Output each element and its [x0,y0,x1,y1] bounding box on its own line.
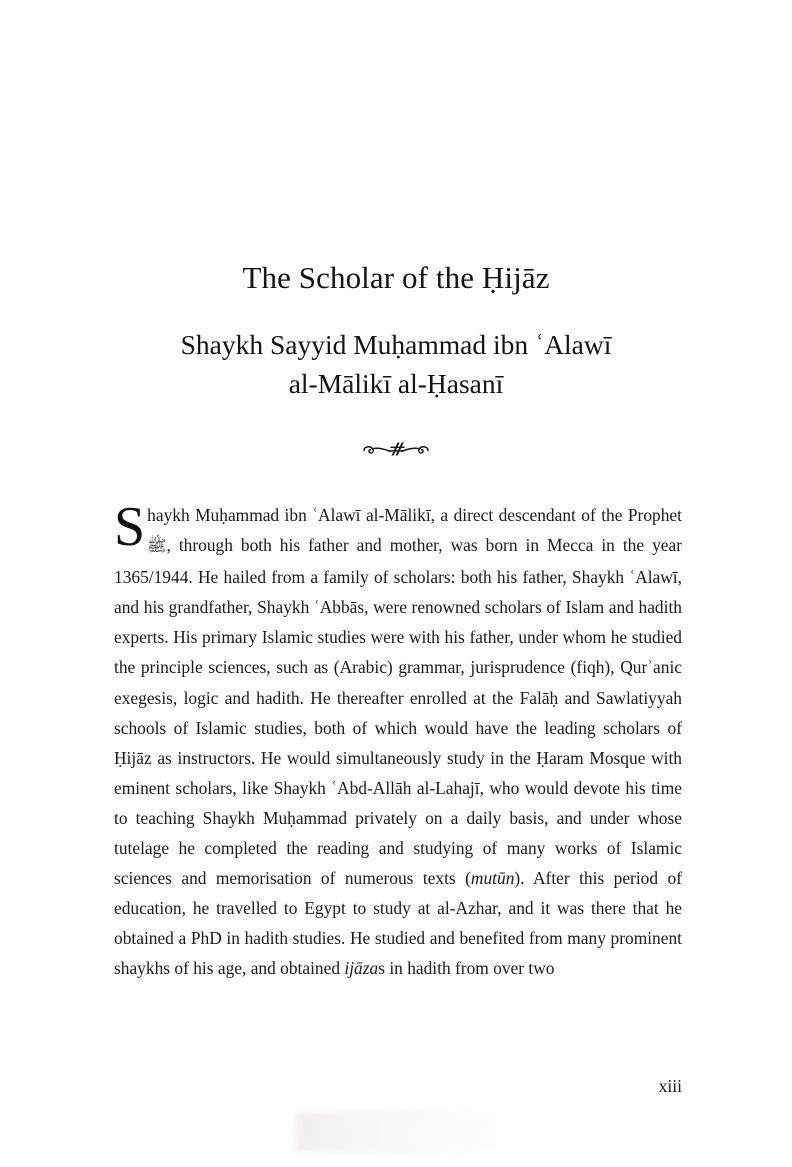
chapter-subtitle-line-2: al-Mālikī al-Ḥasanī [288,367,504,399]
salla-allahu-alayhi-wasallam-glyph: ﷺ [147,538,167,556]
transliterated-term: ijāza [344,958,379,979]
page-number: xiii [658,1076,682,1096]
chapter-subtitle [96,298,696,403]
body-paragraph: Shaykh Muḥammad ibn ʿAlawī al-Mālikī, a direct descendant of the Prophet ﷺ, through both his father and mother, was born in Mecca in the year 1365/1944. He hailed from a family of scholars: both his father, Shaykh ʿAlawī, and his grandfather, Shaykh ʿAbbās, were renowned scholars of Islam and hadith experts. His primary Islamic studies were with his father, under whom he studied the principle sciences, such as (Arabic) grammar, jurisprudence (fiqh), Qurʾanic exegesis, logic and hadith. He thereafter enrolled at the Falāḥ and Sawlatiyyah schools of Islamic studies, both of which would have the leading scholars of Ḥijāz as instructors. He would simultaneously study in the Ḥaram Mosque with eminent scholars, like Shaykh ʿAbd-Allāh al-Lahajī, who would devote his time to teaching Shaykh Muḥammad privately on a daily basis, and under whose tutelage he completed the reading and studying of many works of Islamic sciences and memorisation of numerous texts (mutūn). After this period of education, he travelled to Egypt to study at al-Azhar, and it was there that he obtained a PhD in hadith studies. He studied and benefited from many prominent shaykhs of his age, and obtained ijāzas in hadith from over two [114,496,682,979]
ornament-divider [0,437,792,463]
chapter-heading-block [96,258,696,403]
page-title: The Scholar of the Ḥijāz [242,260,550,295]
chapter-subtitle-line-1: Shaykh Sayyid Muḥammad ibn ʿAlawī [180,328,612,360]
transliterated-term: mutūn [470,868,515,889]
floral-swash-divider-icon [360,437,432,463]
body-text-block [114,496,682,984]
scan-artifact [296,1112,496,1152]
